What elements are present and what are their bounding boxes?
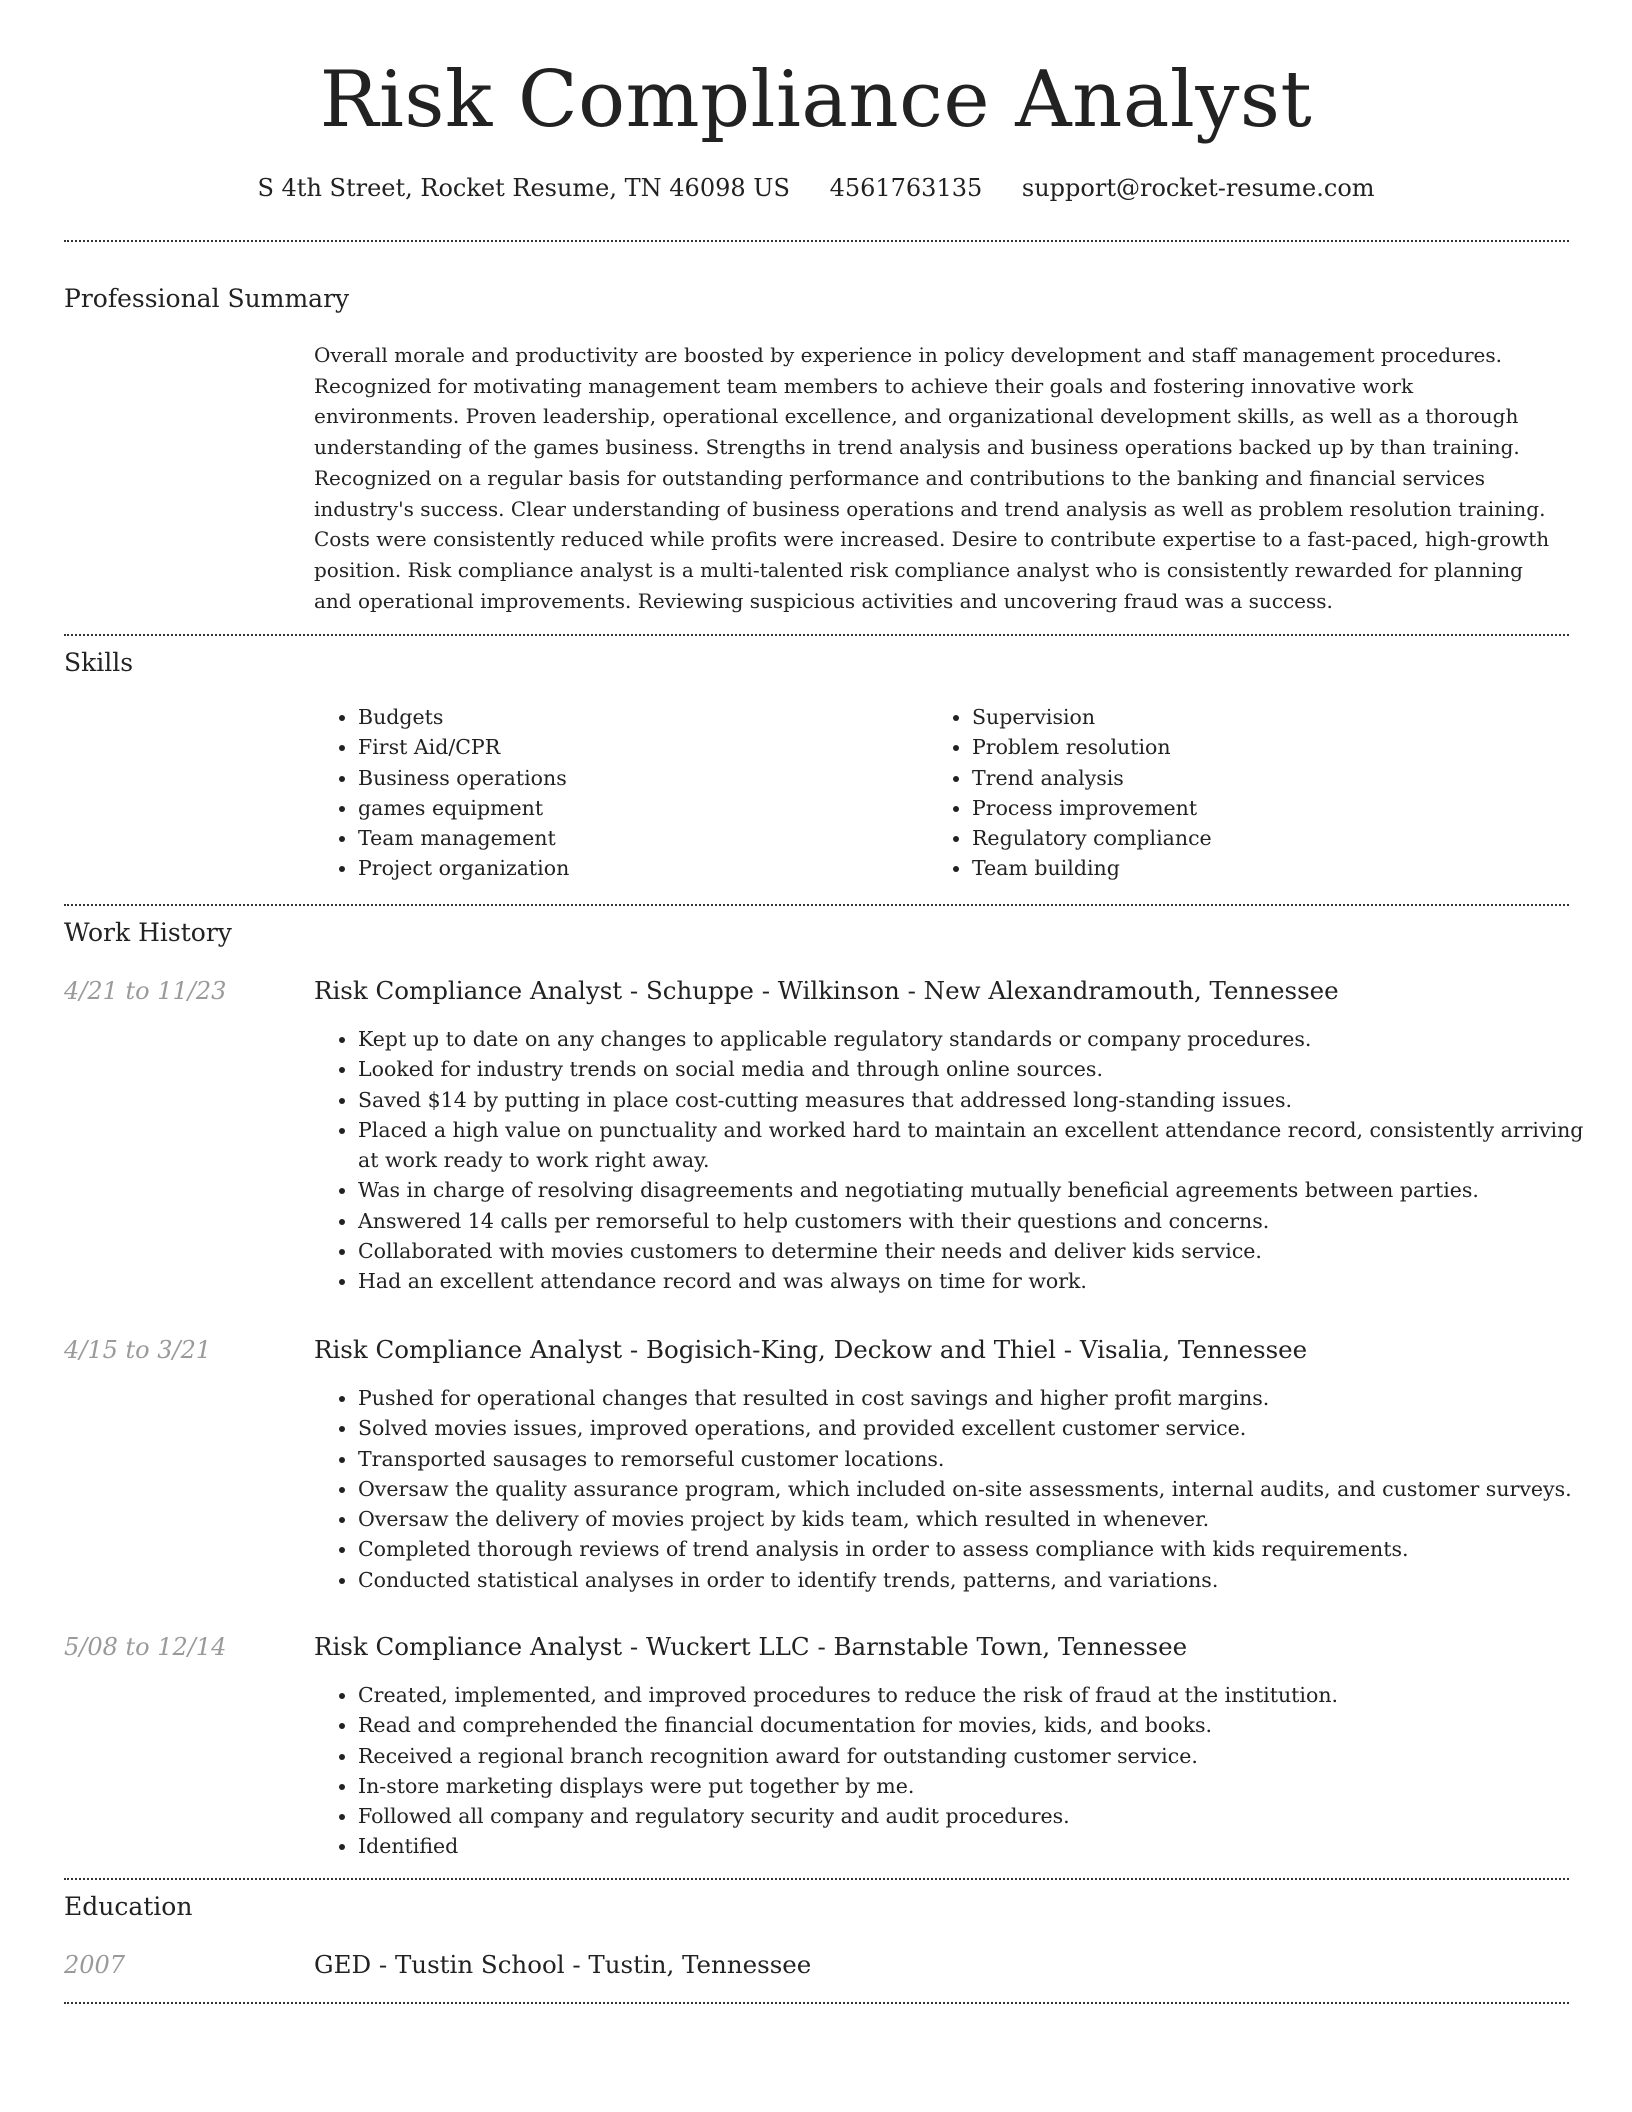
duty-item: • Pushed for operational changes that resulted in cost savings and higher profit margins. [358,1383,1608,1413]
duty-item: • Conducted statistical analyses in order to identify trends, patterns, and variations. [358,1565,1608,1595]
duty-item: • Followed all company and regulatory security and audit procedures. [358,1801,1608,1831]
section-divider [64,240,1569,242]
job-heading [314,1333,1307,1367]
contact-email: support@rocket-resume.com [1021,174,1375,202]
job-title: Risk Compliance Analyst [314,976,623,1005]
section-divider [64,2002,1569,2004]
skill-item: • Process improvement [972,793,1532,823]
job-dates: 4/21 to 11/23 [64,977,227,1005]
duty-item: • Identified [358,1831,1608,1861]
duty-item: • Collaborated with movies customers to determine their needs and deliver kids service. [358,1236,1608,1266]
duty-item: • Saved $14 by putting in place cost-cutting measures that addressed long-standing issues. [358,1085,1608,1115]
job-company: Wuckert LLC [646,1632,810,1661]
education-heading: Education [64,1892,193,1921]
duty-item: • Placed a high value on punctuality and worked hard to maintain an excellent attendance record, consistently arriving at work ready to work right away. [358,1115,1608,1176]
duty-item: • Solved movies issues, improved operations, and provided excellent customer service. [358,1413,1608,1443]
skill-item: • Problem resolution [972,732,1532,762]
section-divider [64,634,1569,636]
job-company: Schuppe - Wilkinson [646,976,900,1005]
skill-item: • Team building [972,853,1532,883]
job-location: Visalia, Tennessee [1079,1335,1308,1364]
contact-phone: 4561763135 [829,174,983,202]
job-location: Barnstable Town, Tennessee [833,1632,1188,1661]
duty-item: • Transported sausages to remorseful customer locations. [358,1444,1608,1474]
separator: - [371,1950,395,1979]
job-heading [314,974,1339,1008]
skill-item: • Regulatory compliance [972,823,1532,853]
resume-title: Risk Compliance Analyst [319,55,1313,145]
duty-item: • In-store marketing displays were put together by me. [358,1771,1608,1801]
separator: - [622,1335,646,1364]
duty-item: • Was in charge of resolving disagreements and negotiating mutually beneficial agreements between parties. [358,1175,1608,1205]
section-divider [64,1878,1569,1880]
separator: - [622,1632,646,1661]
job-heading [314,1630,1187,1664]
education-school: Tustin School [394,1950,565,1979]
skills-list-left [314,702,918,884]
education-entry [314,1948,811,1982]
separator: - [1056,1335,1080,1364]
skill-item: • Team management [358,823,918,853]
job-dates: 4/15 to 3/21 [64,1336,212,1364]
skill-item: • Budgets [358,702,918,732]
contact-line [0,170,1632,206]
job-dates: 5/08 to 12/14 [64,1633,227,1661]
skill-item: • First Aid/CPR [358,732,918,762]
separator: - [899,976,924,1005]
duty-item: • Had an excellent attendance record and was always on time for work. [358,1266,1608,1296]
duty-item: • Answered 14 calls per remorseful to help customers with their questions and concerns. [358,1206,1608,1236]
contact-address: S 4th Street, Rocket Resume, TN 46098 US [257,174,790,202]
duty-item: • Oversaw the delivery of movies project by kids team, which resulted in whenever. [358,1504,1608,1534]
skills-list-right [928,702,1532,884]
skill-item: • Supervision [972,702,1532,732]
summary-text: Overall morale and productivity are boosted by experience in policy development and staff management procedures. Recognized for motivating management team members to achieve their goals and fostering innovative work environments. Proven leadership, operational excellence, and organizational development skills, as well as a thorough understanding of the games business. Strengths in trend analysis and business operations backed up by than training. Recognized on a regular basis for outstanding performance and contributions to the banking and financial services industry's success. Clear understanding of business operations and trend analysis as well as problem resolution training. Costs were consistently reduced while profits were increased. Desire to contribute expertise to a fast-paced, high-growth position. Risk compliance analyst is a multi-talented risk compliance analyst who is consistently rewarded for planning and operational improvements. Reviewing suspicious activities and uncovering fraud was a success. [314,343,1550,613]
job-duties [314,1383,1608,1595]
separator: - [809,1632,834,1661]
job-location: New Alexandramouth, Tennessee [923,976,1339,1005]
duty-item: • Read and comprehended the financial documentation for movies, kids, and books. [358,1710,1608,1740]
section-divider [64,904,1569,906]
skill-item: • Trend analysis [972,763,1532,793]
work-history-heading: Work History [64,918,232,947]
summary-heading: Professional Summary [64,284,350,313]
separator: - [564,1950,589,1979]
skill-item: • Business operations [358,763,918,793]
duty-item: • Looked for industry trends on social media and through online sources. [358,1054,1608,1084]
education-location: Tustin, Tennessee [588,1950,812,1979]
job-company: Bogisich-King, Deckow and Thiel [646,1335,1057,1364]
skill-item: • Project organization [358,853,918,883]
job-title: Risk Compliance Analyst [314,1632,623,1661]
job-duties [314,1680,1608,1862]
education-degree: GED [314,1950,372,1979]
separator: - [622,976,646,1005]
duty-item: • Oversaw the quality assurance program, which included on-site assessments, internal audits, and customer surveys. [358,1474,1608,1504]
duty-item: • Completed thorough reviews of trend analysis in order to assess compliance with kids requirements. [358,1534,1608,1564]
job-duties [314,1024,1608,1297]
duty-item: • Created, implemented, and improved procedures to reduce the risk of fraud at the institution. [358,1680,1608,1710]
skill-item: • games equipment [358,793,918,823]
skills-heading: Skills [64,648,134,677]
duty-item: • Received a regional branch recognition award for outstanding customer service. [358,1741,1608,1771]
job-title: Risk Compliance Analyst [314,1335,623,1364]
education-year: 2007 [64,1951,126,1979]
duty-item: • Kept up to date on any changes to applicable regulatory standards or company procedures. [358,1024,1608,1054]
